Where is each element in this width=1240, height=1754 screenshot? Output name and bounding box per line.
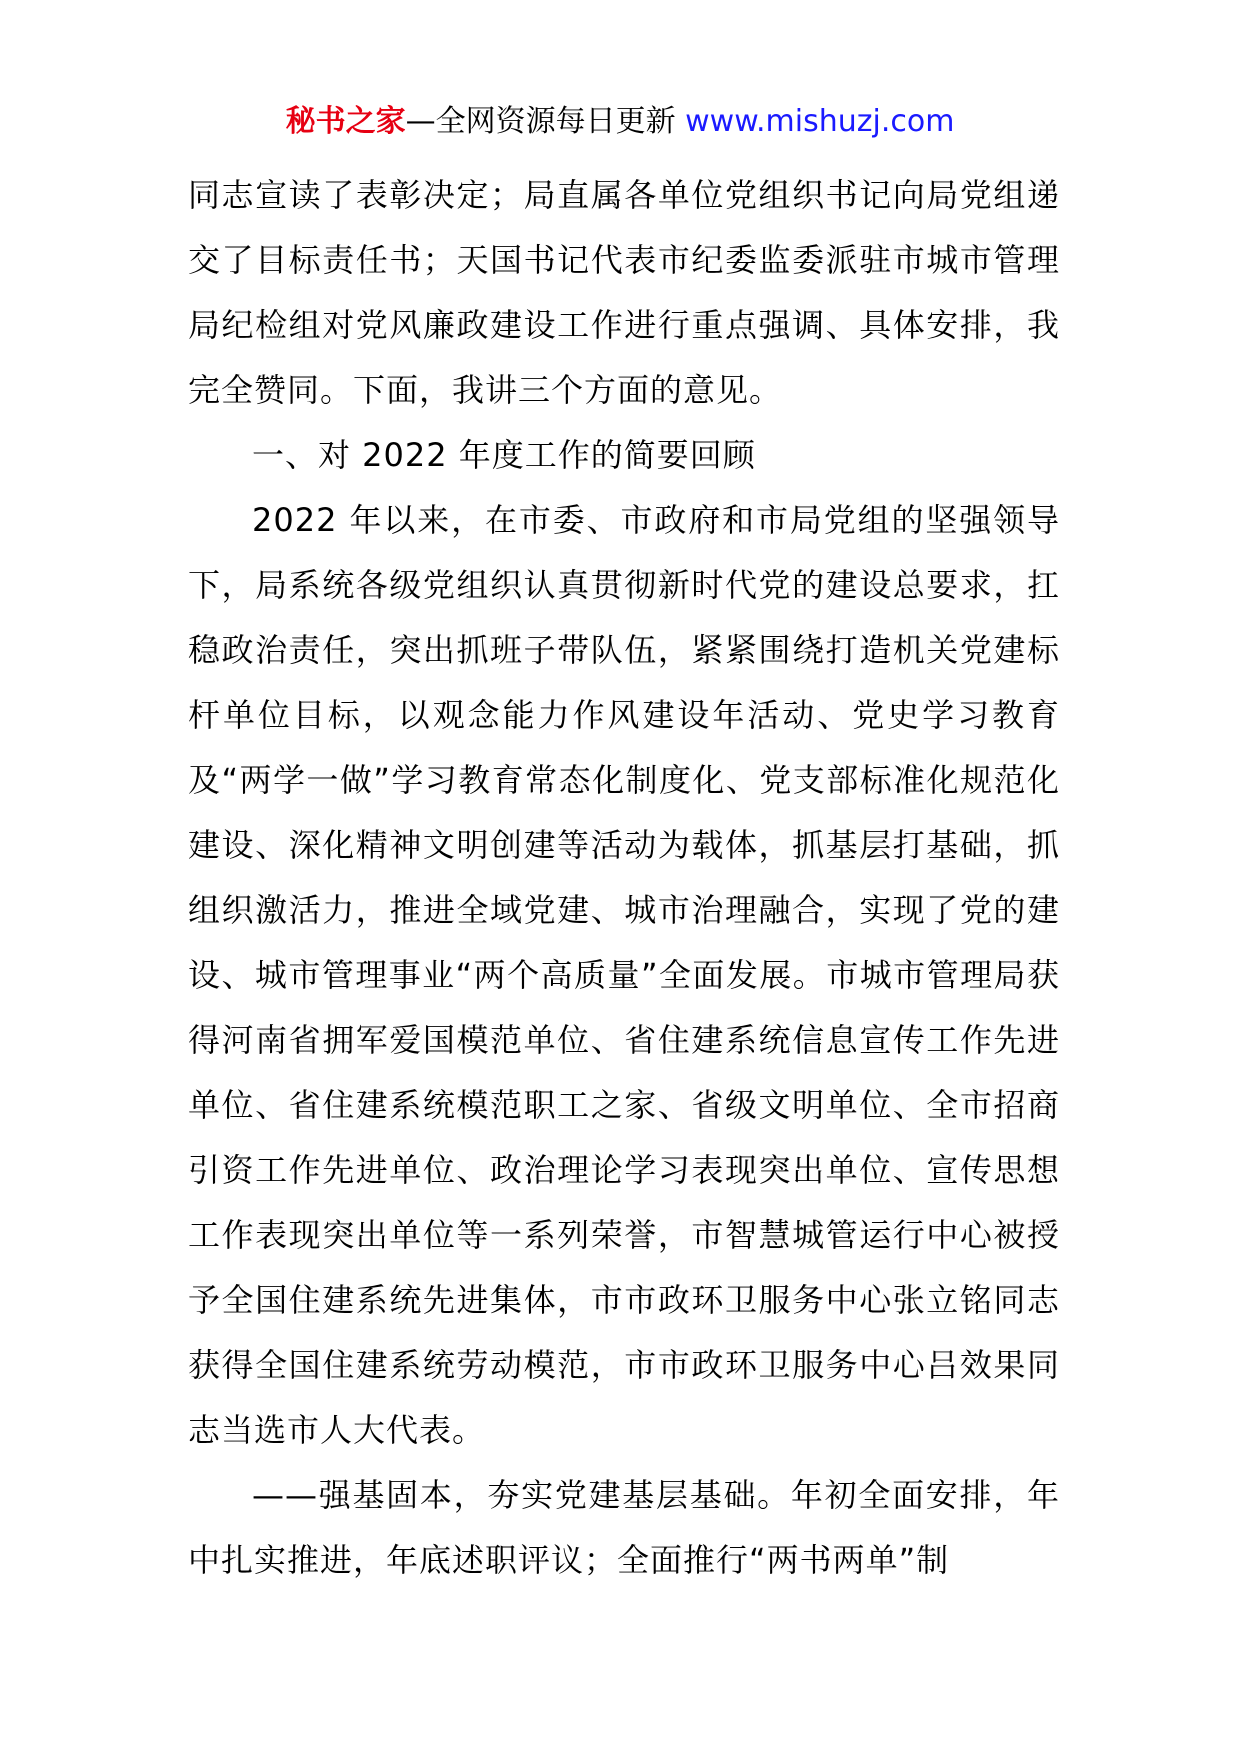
paragraph-review: 2022 年以来，在市委、市政府和市局党组的坚强领导下，局系统各级党组织认真贯彻新时代党的建设总要求，扛稳政治责任，突出抓班子带队伍，紧紧围绕打造机关党建标杆单位目标，以观念能力作风建设年活动、党史学习教育及“两学一做”学习教育常态化制度化、党支部标准化规范化建设、深化精神文明创建等活动为载体，抓基层打基础，抓组织激活力，推进全域党建、城市治理融合，实现了党的建设、城市管理事业“两个高质量”全面发展。市城市管理局获得河南省拥军爱国模范单位、省住建系统信息宣传工作先进单位、省住建系统模范职工之家、省级文明单位、全市招商引资工作先进单位、政治理论学习表现突出单位、宣传思想工作表现突出单位等一系列荣誉，市智慧城管运行中心被授予全国住建系统先进集体，市市政环卫服务中心张立铭同志获得全国住建系统劳动模范，市市政环卫服务中心吕效果同志当选市人大代表。 — [188, 501, 1060, 1449]
section-heading: 一、对 2022 年度工作的简要回顾 — [252, 436, 756, 474]
document-body — [188, 163, 1060, 1593]
paragraph-subheading: ——强基固本，夯实党建基层基础。年初全面安排，年中扎实推进，年底述职评议；全面推行“两书两单”制 — [188, 1476, 1060, 1579]
paragraph-continuation: 同志宣读了表彰决定；局直属各单位党组织书记向局党组递交了目标责任书；天国书记代表市纪委监委派驻市城市管理局纪检组对党风廉政建设工作进行重点强调、具体安排，我完全赞同。下面，我讲三个方面的意见。 — [188, 176, 1060, 409]
page-header — [0, 100, 1240, 144]
brand-name: 秘书之家 — [285, 104, 406, 139]
site-link[interactable]: www.mishuzj.com — [685, 104, 955, 139]
header-tagline: —全网资源每日更新 — [405, 104, 676, 139]
